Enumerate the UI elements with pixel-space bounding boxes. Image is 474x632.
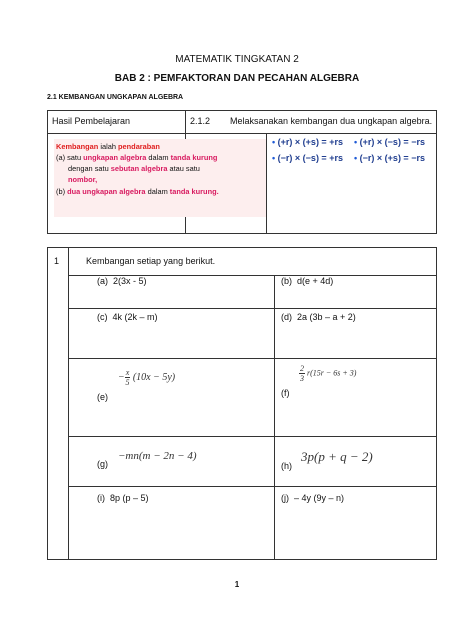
note-term: tanda kurung [170, 153, 218, 162]
fraction-numerator: x [125, 368, 130, 377]
part-f-label: (f) [281, 388, 290, 398]
learning-outcome-text: Melaksanakan kembangan dua ungkapan algebra. [230, 116, 433, 126]
part-h-expression: 3p(p + q − 2) [301, 449, 373, 464]
sign-rule: (+r) × (−s) = −rs [359, 137, 425, 147]
note-text: dalam [146, 153, 171, 162]
part-expression: 2(3x - 5) [113, 276, 147, 286]
note-text: dengan satu [68, 164, 111, 173]
fraction-numerator: 2 [300, 364, 304, 373]
part-expression: 4k (2k – m) [112, 312, 158, 322]
note-term: nombor, [68, 175, 98, 184]
column-divider [274, 275, 275, 559]
fraction-denominator: 3 [300, 374, 304, 383]
part-e-label: (e) [97, 392, 108, 402]
column-divider [68, 248, 69, 559]
part-label: (d) [281, 312, 292, 322]
part-label: (j) [281, 493, 289, 503]
learning-outcome-label: Hasil Pembelajaran [52, 116, 131, 126]
row-divider [68, 486, 436, 487]
chapter-title: BAB 2 : PEMFAKTORAN DAN PECAHAN ALGEBRA [114, 73, 360, 84]
note-text: atau satu [167, 164, 200, 173]
note-term: ungkapan algebra [83, 153, 147, 162]
sign-rule: (−r) × (−s) = +rs [277, 153, 343, 163]
bullet-icon: • [354, 137, 358, 147]
note-term: dua ungkapan algebra [67, 187, 146, 196]
part-expression: 8p (p – 5) [110, 493, 149, 503]
row-divider [68, 358, 436, 359]
part-h-label: (h) [281, 461, 292, 471]
fraction [299, 364, 305, 383]
part-expression: – 4y (9y – n) [294, 493, 345, 503]
part-label: (c) [97, 312, 108, 322]
note-term: tanda kurung. [169, 187, 219, 196]
part-expression: 2a (3b – a + 2) [297, 312, 356, 322]
part-g-expression: −mn(m − 2n − 4) [118, 450, 197, 462]
sign-rule: (−r) × (+s) = −rs [359, 153, 425, 163]
question-instruction: Kembangan setiap yang berikut. [86, 256, 216, 266]
question-number: 1 [54, 256, 60, 266]
row-divider [68, 436, 436, 437]
learning-outcome-code: 2.1.2 [190, 116, 211, 126]
note-term: pendaraban [118, 142, 160, 151]
note-text: (a) satu [56, 153, 84, 162]
part-d [281, 312, 356, 322]
sign: − [118, 371, 125, 383]
note-text: ialah [98, 142, 119, 151]
part-i [97, 493, 149, 503]
part-expression: d(e + 4d) [297, 276, 334, 286]
part-j [281, 493, 344, 503]
sign-rules [270, 133, 435, 215]
definition-note [54, 139, 266, 217]
bullet-icon: • [272, 137, 276, 147]
part-expression: (10x − 5y) [132, 371, 176, 383]
fraction [125, 368, 131, 387]
part-b [281, 276, 333, 286]
note-term: sebutan algebra [110, 164, 168, 173]
part-expression: r(15r − 6s + 3) [307, 368, 357, 378]
learning-outcome-table [47, 110, 437, 234]
part-label: (i) [97, 493, 105, 503]
part-g-label: (g) [97, 459, 108, 469]
part-label: (a) [97, 276, 108, 286]
note-term: Kembangan [56, 142, 99, 151]
column-divider [266, 133, 267, 233]
bullet-icon: • [272, 153, 276, 163]
row-divider [68, 308, 436, 309]
doc-title: MATEMATIK TINGKATAN 2 [175, 54, 299, 65]
note-text: (b) [56, 187, 68, 196]
bullet-icon: • [354, 153, 358, 163]
sign-rule: (+r) × (+s) = +rs [277, 137, 343, 147]
part-label: (b) [281, 276, 292, 286]
part-c [97, 312, 158, 322]
page-number: 1 [234, 580, 240, 589]
part-a [97, 276, 147, 286]
section-title: 2.1 KEMBANGAN UNGKAPAN ALGEBRA [47, 94, 184, 101]
note-text: dalam [145, 187, 170, 196]
part-f-expression [299, 364, 356, 383]
part-e-expression [118, 368, 175, 387]
fraction-denominator: 5 [125, 378, 130, 387]
exercise-table [47, 247, 437, 560]
